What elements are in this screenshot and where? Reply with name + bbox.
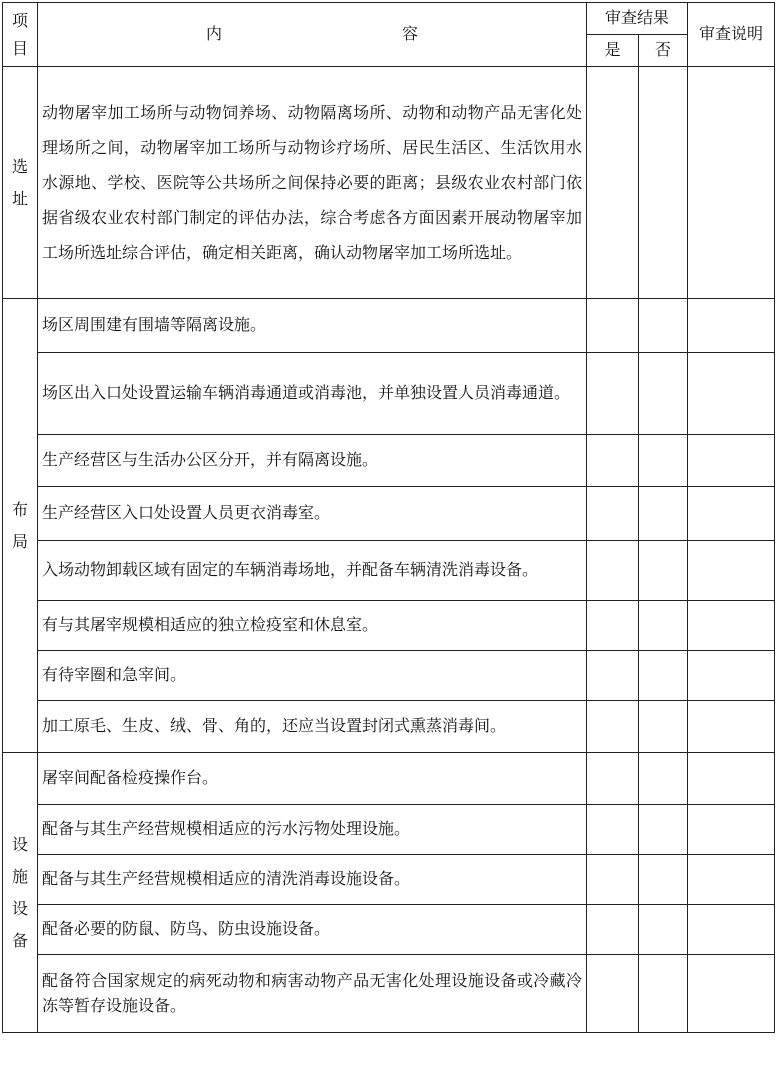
yes-cell[interactable]	[587, 435, 639, 487]
yes-cell[interactable]	[587, 353, 639, 435]
yes-cell[interactable]	[587, 855, 639, 905]
content-cell: 入场动物卸载区域有固定的车辆消毒场地，并配备车辆清洗消毒设备。	[38, 541, 587, 601]
note-cell[interactable]	[688, 955, 775, 1033]
note-cell[interactable]	[688, 487, 775, 541]
header-review-result: 审查结果	[587, 3, 688, 35]
table-row	[3, 541, 775, 601]
table-row	[3, 753, 775, 805]
no-cell[interactable]	[639, 435, 688, 487]
note-cell[interactable]	[688, 67, 775, 299]
content-cell: 生产经营区入口处设置人员更衣消毒室。	[38, 487, 587, 541]
no-cell[interactable]	[639, 955, 688, 1033]
table-row	[3, 805, 775, 855]
content-cell: 动物屠宰加工场所与动物饲养场、动物隔离场所、动物和动物产品无害化处理场所之间，动物屠宰加工场所与动物诊疗场所、居民生活区、生活饮用水水源地、学校、医院等公共场所之间保持必要的距离；县级农业农村部门依据省级农业农村部门制定的评估办法，综合考虑各方面因素开展动物屠宰加工场所选址综合评估，确定相关距离，确认动物屠宰加工场所选址。	[38, 67, 587, 299]
note-cell[interactable]	[688, 905, 775, 955]
yes-cell[interactable]	[587, 67, 639, 299]
note-cell[interactable]	[688, 353, 775, 435]
no-cell[interactable]	[639, 905, 688, 955]
section-layout-label: 布局	[12, 499, 29, 551]
section-site-label: 选址	[12, 156, 29, 208]
yes-cell[interactable]	[587, 299, 639, 353]
table-row	[3, 67, 775, 299]
table-row	[3, 353, 775, 435]
content-cell: 配备与其生产经营规模相适应的清洗消毒设施设备。	[38, 855, 587, 905]
content-cell: 屠宰间配备检疫操作台。	[38, 753, 587, 805]
yes-cell[interactable]	[587, 541, 639, 601]
note-cell[interactable]	[688, 435, 775, 487]
table-row	[3, 651, 775, 701]
table-row	[3, 487, 775, 541]
review-table	[2, 2, 775, 1033]
yes-cell[interactable]	[587, 601, 639, 651]
section-site-label-cell	[3, 67, 38, 299]
table-row	[3, 855, 775, 905]
table-row	[3, 701, 775, 753]
no-cell[interactable]	[639, 353, 688, 435]
note-cell[interactable]	[688, 651, 775, 701]
yes-cell[interactable]	[587, 753, 639, 805]
table-row	[3, 435, 775, 487]
no-cell[interactable]	[639, 855, 688, 905]
header-yes: 是	[587, 35, 639, 67]
no-cell[interactable]	[639, 805, 688, 855]
yes-cell[interactable]	[587, 701, 639, 753]
table-row	[3, 955, 775, 1033]
header-review-note: 审查说明	[688, 3, 775, 67]
no-cell[interactable]	[639, 651, 688, 701]
no-cell[interactable]	[639, 541, 688, 601]
yes-cell[interactable]	[587, 487, 639, 541]
note-cell[interactable]	[688, 541, 775, 601]
content-cell: 配备符合国家规定的病死动物和病害动物产品无害化处理设施设备或冷藏冷冻等暂存设施设备。	[38, 955, 587, 1033]
note-cell[interactable]	[688, 805, 775, 855]
note-cell[interactable]	[688, 299, 775, 353]
table-row	[3, 905, 775, 955]
no-cell[interactable]	[639, 487, 688, 541]
note-cell[interactable]	[688, 855, 775, 905]
content-cell: 场区出入口处设置运输车辆消毒通道或消毒池，并单独设置人员消毒通道。	[38, 353, 587, 435]
yes-cell[interactable]	[587, 651, 639, 701]
content-cell: 加工原毛、生皮、绒、骨、角的，还应当设置封闭式熏蒸消毒间。	[38, 701, 587, 753]
table-row	[3, 299, 775, 353]
header-content	[38, 3, 587, 67]
content-cell: 配备与其生产经营规模相适应的污水污物处理设施。	[38, 805, 587, 855]
header-content-right: 容	[402, 24, 419, 44]
no-cell[interactable]	[639, 67, 688, 299]
section-facilities-label: 设施设备	[12, 834, 29, 950]
no-cell[interactable]	[639, 753, 688, 805]
section-facilities-label-cell	[3, 753, 38, 1033]
content-cell: 场区周围建有围墙等隔离设施。	[38, 299, 587, 353]
note-cell[interactable]	[688, 701, 775, 753]
content-cell: 配备必要的防鼠、防鸟、防虫设施设备。	[38, 905, 587, 955]
content-cell: 有待宰圈和急宰间。	[38, 651, 587, 701]
table-row	[3, 601, 775, 651]
section-layout-label-cell	[3, 299, 38, 753]
header-no: 否	[639, 35, 688, 67]
note-cell[interactable]	[688, 753, 775, 805]
content-cell: 生产经营区与生活办公区分开，并有隔离设施。	[38, 435, 587, 487]
header-item-label: 项目	[12, 11, 29, 58]
no-cell[interactable]	[639, 701, 688, 753]
header-item	[3, 3, 38, 67]
note-cell[interactable]	[688, 601, 775, 651]
yes-cell[interactable]	[587, 805, 639, 855]
yes-cell[interactable]	[587, 905, 639, 955]
header-content-left: 内	[205, 24, 222, 44]
yes-cell[interactable]	[587, 955, 639, 1033]
content-cell: 有与其屠宰规模相适应的独立检疫室和休息室。	[38, 601, 587, 651]
no-cell[interactable]	[639, 299, 688, 353]
no-cell[interactable]	[639, 601, 688, 651]
